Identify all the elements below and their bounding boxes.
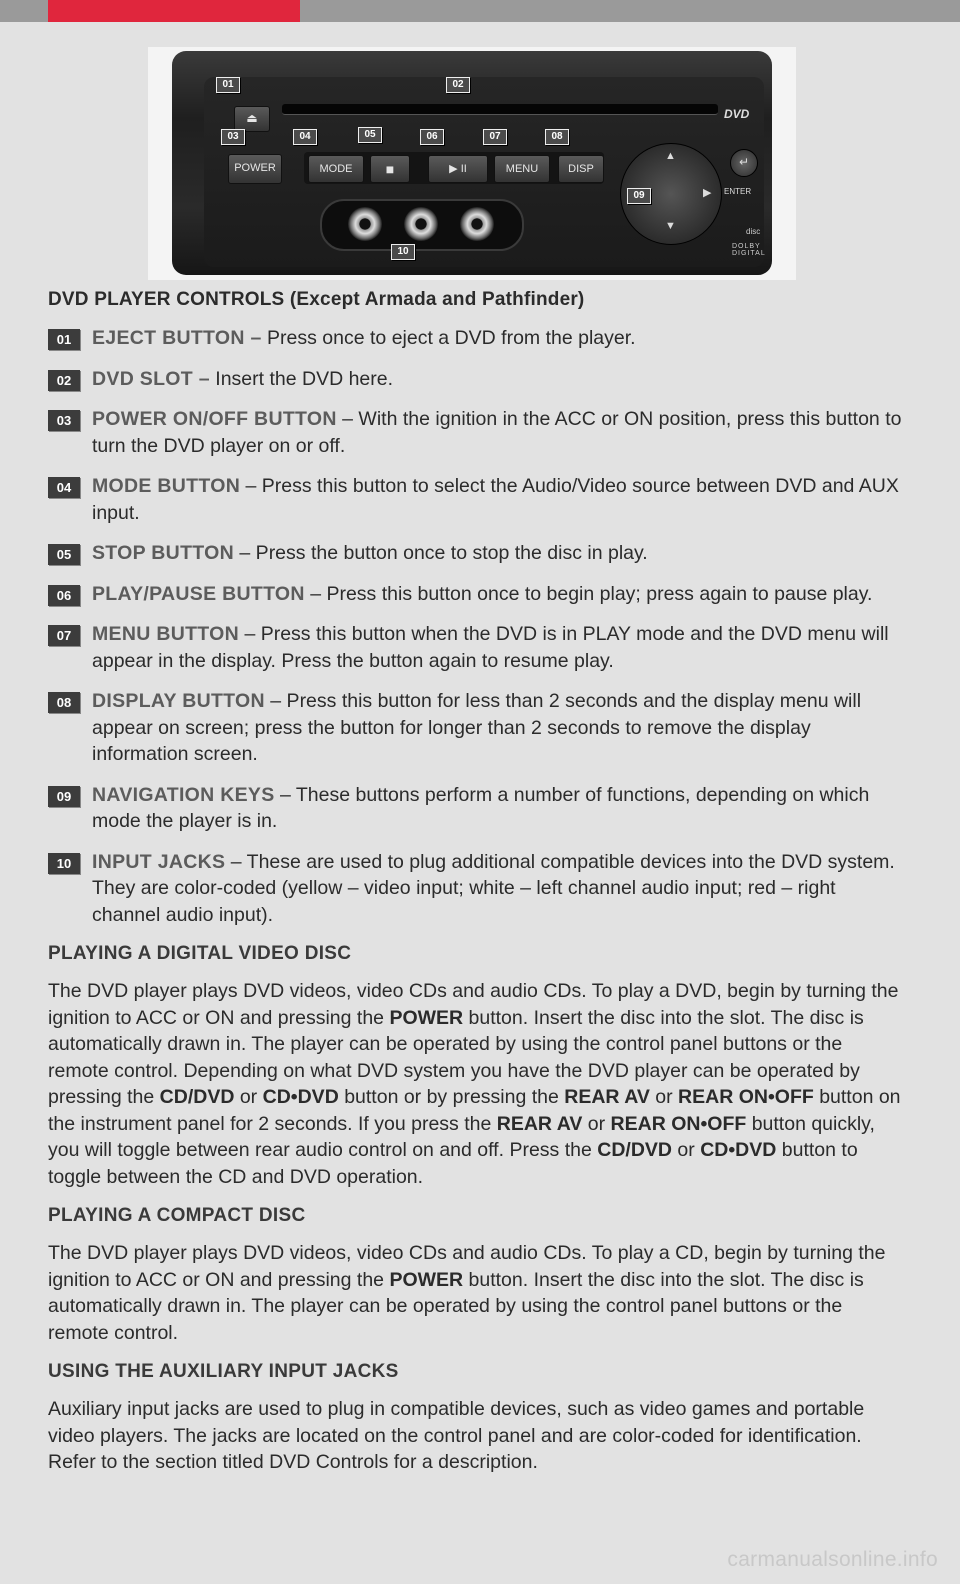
- item-text: – Press this button when the DVD is in PLAY mode and the DVD menu will appear in the display. Press the button again to resume play.: [92, 623, 889, 672]
- item-number: 02: [48, 370, 80, 391]
- item-label: INPUT JACKS: [92, 850, 226, 873]
- callout-08: 08: [545, 129, 569, 145]
- bold-term: POWER: [389, 1268, 464, 1291]
- control-item-08: [48, 688, 908, 768]
- bold-term: CD/DVD: [159, 1086, 235, 1108]
- item-text: Press once to eject a DVD from the player.: [267, 327, 636, 349]
- top-bar: [0, 0, 960, 22]
- control-item-04: [48, 473, 908, 526]
- bold-term: REAR AV: [564, 1086, 650, 1108]
- callout-04: 04: [293, 129, 317, 145]
- item-text: – These are used to plug additional compatible devices into the DVD system. They are color-coded (yellow – video input; white – left channel audio input; red – right channel audio input).: [92, 850, 895, 926]
- control-item-03: [48, 406, 908, 459]
- cd-heading: PLAYING A COMPACT DISC: [48, 1205, 306, 1226]
- item-text: Insert the DVD here.: [215, 367, 394, 390]
- eject-button: ⏏: [234, 106, 270, 132]
- item-number: 09: [48, 786, 80, 807]
- bold-term: REAR AV: [496, 1112, 583, 1135]
- callout-06: 06: [420, 129, 444, 145]
- item-number: 03: [48, 410, 80, 431]
- item-number: 07: [48, 625, 80, 646]
- item-text: – Press this button to select the Audio/Video source between DVD and AUX input.: [92, 475, 899, 524]
- callout-05: 05: [358, 127, 382, 143]
- item-label: EJECT BUTTON –: [92, 327, 262, 349]
- callout-07: 07: [483, 129, 507, 145]
- item-label: PLAY/PAUSE BUTTON: [92, 582, 305, 605]
- dvd-logo: DVD: [724, 107, 750, 121]
- item-text: – With the ignition in the ACC or ON position, press this button to turn the DVD player on or off.: [92, 408, 902, 457]
- aux-paragraph: Auxiliary input jacks are used to plug in compatible devices, such as video games and portable video players. The jacks are located on the control panel and are color-coded for identification. Refer to the section titled DVD Controls for a description.: [48, 1398, 865, 1473]
- text-run: or: [234, 1086, 263, 1108]
- text-run: button. Insert the disc into the slot. The disc is automatically drawn in. The player can be operated by using the control panel buttons or the remote control. Depending on what DVD system you have the DVD player can be operated by pressing the: [48, 1006, 864, 1108]
- bold-term: CD•DVD: [700, 1139, 777, 1161]
- dolby-logo: DOLBY DIGITAL: [732, 243, 766, 257]
- item-number: 10: [48, 853, 80, 874]
- top-accent-bar: [48, 0, 300, 22]
- enter-icon: ↵: [730, 149, 758, 177]
- callout-02: 02: [446, 77, 470, 93]
- bold-term: REAR ON•OFF: [678, 1086, 814, 1108]
- text-run: button. Insert the disc into the slot. The disc is automatically drawn in. The player can be operated by using the control panel buttons or the remote control.: [48, 1268, 864, 1344]
- dvd-heading: PLAYING A DIGITAL VIDEO DISC: [48, 943, 352, 964]
- item-number: 05: [48, 544, 80, 565]
- menu-button: MENU: [494, 155, 550, 183]
- watermark: carmanualsonline.info: [727, 1548, 938, 1571]
- item-label: NAVIGATION KEYS: [92, 783, 275, 806]
- input-jacks: [320, 199, 524, 251]
- dvd-player-photo: [148, 47, 796, 280]
- item-label: DISPLAY BUTTON: [92, 690, 265, 712]
- item-label: STOP BUTTON: [92, 542, 234, 564]
- text-run: or: [672, 1139, 701, 1161]
- callout-03: 03: [221, 129, 245, 145]
- mode-button: MODE: [308, 155, 364, 183]
- item-label: MODE BUTTON: [92, 475, 241, 497]
- power-button: POWER: [228, 154, 282, 184]
- left-audio-jack: [404, 207, 438, 241]
- arrow-right-icon: ▶: [703, 187, 712, 199]
- text-run: The DVD player plays DVD videos, video CDs and audio CDs. To play a CD, begin by turning the ignition to ACC or ON and pressing the: [48, 1242, 886, 1291]
- text-run: button or by pressing the: [338, 1086, 565, 1108]
- stop-button: ■: [370, 155, 410, 183]
- callout-01: 01: [216, 77, 240, 93]
- display-button: DISP: [558, 155, 604, 183]
- text-run: button quickly, you will toggle between rear audio control on and off. Press the: [48, 1112, 875, 1161]
- item-label: MENU BUTTON: [92, 623, 240, 645]
- item-number: 01: [48, 329, 80, 350]
- dvd-player-unit: [172, 51, 772, 275]
- section-title-text: DVD PLAYER CONTROLS: [48, 289, 285, 310]
- callout-10: 10: [391, 244, 415, 260]
- section-title: [48, 289, 908, 311]
- enter-label: ENTER: [724, 187, 752, 196]
- item-number: 06: [48, 585, 80, 606]
- text-run: button to toggle between the CD and DVD operation.: [48, 1139, 858, 1188]
- control-item-06: [48, 581, 908, 608]
- item-number: 04: [48, 477, 80, 498]
- text-run: or: [582, 1112, 611, 1135]
- control-item-09: [48, 782, 908, 835]
- control-item-05: [48, 540, 908, 567]
- item-label: DVD SLOT –: [92, 367, 210, 390]
- item-number: 08: [48, 692, 80, 713]
- cd-paragraph: [48, 1240, 908, 1346]
- item-text: – These buttons perform a number of functions, depending on which mode the player is in.: [92, 783, 870, 832]
- bold-term: REAR ON•OFF: [610, 1112, 747, 1135]
- bold-term: CD/DVD: [597, 1139, 672, 1161]
- arrow-up-icon: ▲: [665, 150, 676, 162]
- dvd-slot: [282, 104, 718, 115]
- item-text: – Press the button once to stop the disc in play.: [239, 542, 648, 564]
- text-run: or: [649, 1086, 679, 1108]
- section-subtitle: (Except Armada and Pathfinder): [289, 289, 585, 310]
- text-run: button on the instrument panel for 2 seconds. If you press the: [48, 1086, 901, 1135]
- control-item-07: [48, 621, 908, 674]
- control-item-01: [48, 325, 908, 352]
- video-jack: [348, 207, 382, 241]
- play-pause-button: ▶ II: [428, 155, 488, 183]
- control-item-10: [48, 849, 908, 929]
- text-run: The DVD player plays DVD videos, video CDs and audio CDs. To play a DVD, begin by turning the ignition to ACC or ON and pressing the: [48, 980, 899, 1029]
- item-text: – Press this button for less than 2 seconds and the display menu will appear on screen; press the button for longer than 2 seconds to remove the display information screen.: [92, 690, 862, 765]
- item-text: – Press this button once to begin play; press again to pause play.: [310, 582, 873, 605]
- arrow-down-icon: ▼: [665, 220, 676, 232]
- right-audio-jack: [460, 207, 494, 241]
- bold-term: CD•DVD: [262, 1086, 339, 1108]
- callout-09: 09: [627, 188, 651, 204]
- manual-content: [48, 282, 908, 1476]
- compact-disc-logo: disc: [746, 227, 761, 236]
- item-label: POWER ON/OFF BUTTON: [92, 408, 337, 430]
- control-item-02: [48, 366, 908, 393]
- aux-heading: USING THE AUXILIARY INPUT JACKS: [48, 1361, 399, 1382]
- bold-term: POWER: [389, 1006, 464, 1029]
- dvd-paragraph: [48, 978, 908, 1190]
